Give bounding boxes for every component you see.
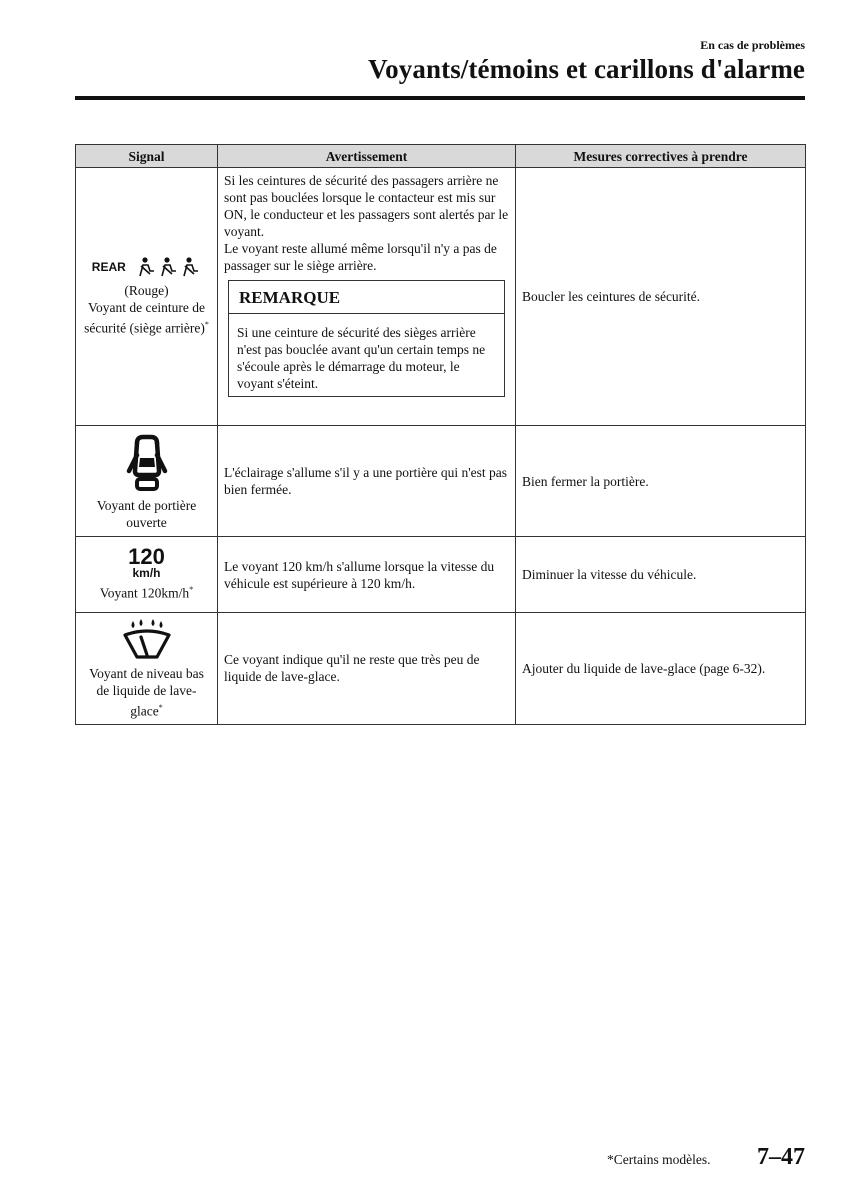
action-cell: Bien fermer la portière. xyxy=(516,426,806,537)
column-header-warning: Avertissement xyxy=(218,145,516,168)
washer-fluid-low-icon xyxy=(119,617,175,663)
action-cell: Ajouter du liquide de lave-glace (page 6-32). xyxy=(516,613,806,725)
note-box xyxy=(228,280,505,397)
signal-label: Voyant 120km/h* xyxy=(99,585,194,601)
footnote-mark: * xyxy=(158,703,163,712)
speed-icon-unit: km/h xyxy=(132,566,161,581)
signal-cell xyxy=(76,613,218,725)
action-cell: Diminuer la vitesse du véhicule. xyxy=(516,537,806,613)
warning-text-2: Le voyant reste allumé même lorsqu'il n'y a pas de passager sur le siège arrière. xyxy=(224,241,497,273)
signal-cell xyxy=(76,426,218,537)
page-title: Voyants/témoins et carillons d'alarme xyxy=(368,54,805,84)
note-body: Si une ceinture de sécurité des sièges arrière n'est pas bouclée avant qu'un certain temps ne s'écoule après le démarrage du moteur, le voyant s'éteint. xyxy=(237,325,486,391)
signal-cell xyxy=(76,537,218,613)
rear-seatbelt-warning-icon xyxy=(82,256,211,278)
rear-icon-text: REAR xyxy=(91,259,126,274)
warning-cell: L'éclairage s'allume s'il y a une portière qui n'est pas bien fermée. xyxy=(218,426,516,537)
warning-cell: Le voyant 120 km/h s'allume lorsque la vitesse du véhicule est supérieure à 120 km/h. xyxy=(218,537,516,613)
table-header-row xyxy=(76,145,806,168)
signal-cell xyxy=(76,168,218,426)
signal-label: Voyant de ceinture de sécurité (siège arrière)* xyxy=(84,300,209,336)
table-row xyxy=(76,537,806,613)
warning-cell xyxy=(218,168,516,426)
signal-color: (Rouge) xyxy=(124,283,169,299)
speed-120-warning-icon xyxy=(82,544,211,581)
warning-text: Si les ceintures de sécurité des passagers arrière ne sont pas bouclées lorsque le contacteur est mis sur ON, le conducteur et les passagers sont alertés par le voyant. xyxy=(224,173,509,239)
warning-lights-table xyxy=(75,144,806,725)
footnote-mark: * xyxy=(189,585,194,595)
speed-icon-number: 120 xyxy=(128,544,165,570)
table-row xyxy=(76,426,806,537)
footnote: *Certains modèles. xyxy=(607,1152,711,1167)
signal-label: Voyant de niveau bas de liquide de lave-glace* xyxy=(89,666,204,719)
note-title: REMARQUE xyxy=(229,281,504,314)
seatbelt-figures-icon xyxy=(137,256,201,278)
action-cell: Boucler les ceintures de sécurité. xyxy=(516,168,806,426)
signal-label: Voyant de portière ouverte xyxy=(96,498,197,530)
page-number: 7–47 xyxy=(757,1144,805,1170)
footnote-mark: * xyxy=(204,320,209,330)
column-header-signal: Signal xyxy=(76,145,218,168)
column-header-action: Mesures correctives à prendre xyxy=(516,145,806,168)
warning-cell: Ce voyant indique qu'il ne reste que très peu de liquide de lave-glace. xyxy=(218,613,516,725)
table-row xyxy=(76,613,806,725)
door-open-warning-icon xyxy=(115,431,179,495)
header-divider xyxy=(75,96,805,100)
section-heading: En cas de problèmes xyxy=(700,38,805,52)
table-row xyxy=(76,168,806,426)
